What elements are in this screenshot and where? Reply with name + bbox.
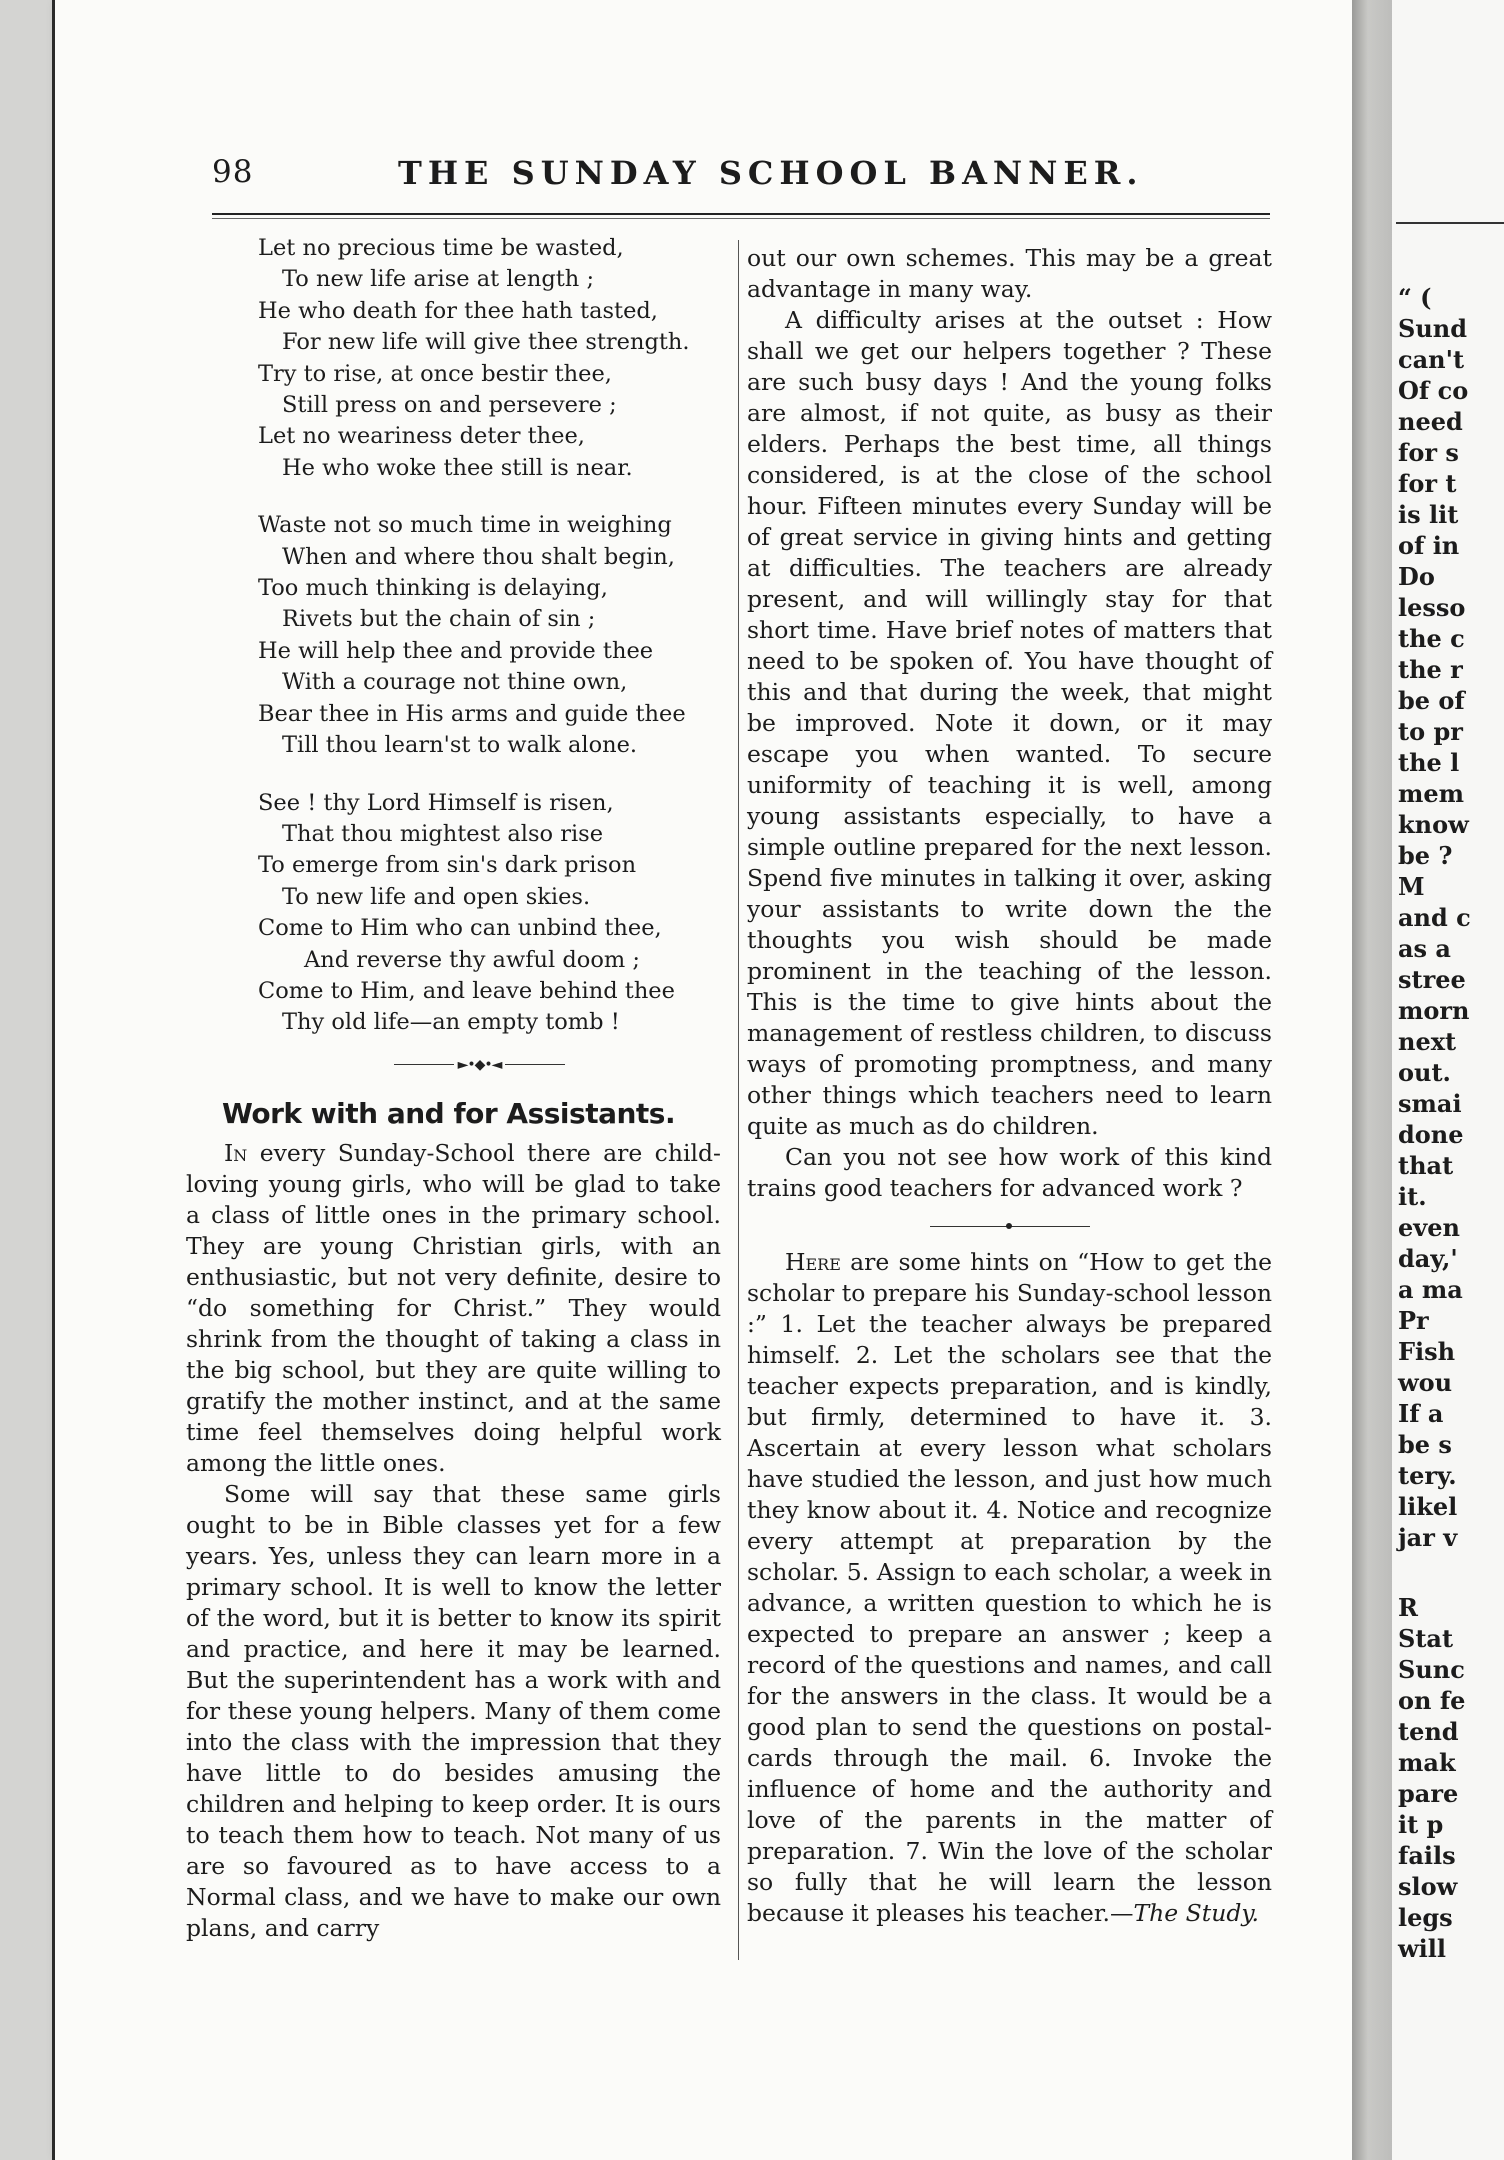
adjacent-line: out. xyxy=(1398,1058,1451,1087)
right-column xyxy=(747,243,1272,1929)
adjacent-line: legs xyxy=(1398,1903,1453,1932)
poem-line: He who woke thee still is near. xyxy=(282,454,633,481)
adjacent-line: Of co xyxy=(1398,376,1469,405)
adjacent-line: Sunc xyxy=(1398,1655,1465,1684)
poem-line: Try to rise, at once bestir thee, xyxy=(258,360,612,387)
adjacent-line: a ma xyxy=(1398,1275,1463,1304)
poem-line: To new life arise at length ; xyxy=(282,266,595,293)
poem-line: To new life and open skies. xyxy=(282,883,591,910)
adjacent-line: Do xyxy=(1398,562,1435,591)
column-divider xyxy=(738,240,739,1960)
adjacent-line: stree xyxy=(1398,965,1466,994)
poem-stanza xyxy=(186,233,721,484)
poem-line: Too much thinking is delaying, xyxy=(258,575,608,602)
poem-line: Let no precious time be wasted, xyxy=(258,235,624,261)
adjacent-line: mak xyxy=(1398,1748,1456,1777)
adjacent-text-upper xyxy=(1392,282,1471,1553)
study-note-paragraph xyxy=(747,1247,1272,1929)
adjacent-line: it p xyxy=(1398,1810,1444,1839)
poem-stanza xyxy=(186,510,721,761)
adjacent-line: likel xyxy=(1398,1492,1458,1521)
adjacent-line: Stat xyxy=(1398,1624,1454,1653)
adjacent-line: on fe xyxy=(1398,1686,1466,1715)
adjacent-line: done xyxy=(1398,1120,1464,1149)
article-title: Work with and for Assistants. xyxy=(222,1096,676,1130)
adjacent-line: need xyxy=(1398,407,1463,436)
poem-line: Till thou learn'st to walk alone. xyxy=(282,732,638,759)
poem-line: Come to Him who can unbind thee, xyxy=(258,915,662,942)
poem-line: Bear thee in His arms and guide thee xyxy=(258,700,686,727)
header-rule xyxy=(212,213,1270,219)
article-paragraph: Can you not see how work of this kind trains good teachers for advanced work ? xyxy=(747,1143,1272,1202)
article-paragraph-continued: out our own schemes. This may be a great advantage in many way. xyxy=(747,244,1272,303)
adjacent-line: as a xyxy=(1398,934,1451,963)
adjacent-line: that xyxy=(1398,1151,1454,1180)
adjacent-line: R xyxy=(1398,1593,1418,1622)
adjacent-line: be s xyxy=(1398,1430,1452,1459)
adjacent-line: wou xyxy=(1398,1368,1453,1397)
adjacent-line: next xyxy=(1398,1027,1457,1056)
poem-line: And reverse thy awful doom ; xyxy=(304,946,640,973)
poem-line: For new life will give thee strength. xyxy=(282,329,690,356)
page-number: 98 xyxy=(212,154,254,190)
poem-line: With a courage not thine own, xyxy=(282,669,628,696)
poem-stanza xyxy=(186,788,721,1039)
adjacent-line: “ ( xyxy=(1398,283,1432,312)
adjacent-line: the c xyxy=(1398,624,1465,653)
adjacent-line: pare xyxy=(1398,1779,1459,1808)
running-title: THE SUNDAY SCHOOL BANNER. xyxy=(398,154,1144,192)
adjacent-text-lower xyxy=(1392,1592,1465,1964)
adjacent-line: the r xyxy=(1398,655,1463,684)
adjacent-line: smai xyxy=(1398,1089,1462,1118)
adjacent-line: If a xyxy=(1398,1399,1444,1428)
adjacent-line: for t xyxy=(1398,469,1457,498)
book-gutter xyxy=(1352,0,1392,2160)
adjacent-line: is lit xyxy=(1398,500,1459,529)
dropcap-word: In xyxy=(224,1138,248,1167)
adjacent-line: will xyxy=(1398,1934,1447,1963)
poem-line: Still press on and persevere ; xyxy=(282,392,617,419)
adjacent-line: be ? xyxy=(1398,841,1453,870)
poem-line: Let no weariness deter thee, xyxy=(258,423,585,450)
poem-line: See ! thy Lord Himself is risen, xyxy=(258,789,614,816)
study-note-text: are some hints on “How to get the scholar to prepare his Sunday-school lesson :” 1. Let the teacher always be prepared himself. 2. Let the scholars see that the teacher expects preparation, and is kindly, but firmly, determined to have it. 3. Ascertain at every lesson what scholars have studied the lesson, and just how much they know about it. 4. Notice and recognize every attempt at preparation by the scholar. 5. Assign to each scholar, a week in advance, a written question to which he is expected to prepare an answer ; keep a record of the questions and names, and call for the answers in the class. It would be a good plan to send the questions on postal-cards through the mail. 6. Invoke the influence of home and the authority and love of the parents in the matter of preparation. 7. Win the love of the scholar so fully that he will learn the lesson because it pleases his teacher.— xyxy=(747,1248,1272,1927)
adjacent-line: fails xyxy=(1398,1841,1456,1870)
adjacent-line: tery. xyxy=(1398,1461,1457,1490)
poem-line: That thou mightest also rise xyxy=(282,820,604,847)
section-divider xyxy=(930,1226,1090,1227)
adjacent-line: morn xyxy=(1398,996,1470,1025)
page-header xyxy=(212,150,1272,200)
poem-line: Thy old life—an empty tomb ! xyxy=(282,1009,620,1036)
adjacent-line: slow xyxy=(1398,1872,1458,1901)
adjacent-line: of in xyxy=(1398,531,1460,560)
adjacent-line: to pr xyxy=(1398,717,1463,746)
adjacent-line: tend xyxy=(1398,1717,1459,1746)
poem-line: He will help thee and provide thee xyxy=(258,637,654,664)
paragraph-text: every Sunday-School there are child-loving young girls, who will be glad to take a class of little ones in the primary school. They are young Christian girls, with an enthusiastic, but not very definite, desire to “do something for Christ.” They would shrink from the thought of taking a class in the big school, but they are quite willing to gratify the mother instinct, and at the same time feel themselves doing helpful work among the little ones. xyxy=(186,1138,721,1477)
adjacent-line: be of xyxy=(1398,686,1465,715)
poem-line: Waste not so much time in weighing xyxy=(258,512,672,539)
poem-line: Rivets but the chain of sin ; xyxy=(282,606,596,633)
section-ornament: ►•◆•◄ xyxy=(238,1057,721,1073)
adjacent-line: even xyxy=(1398,1213,1460,1242)
adjacent-line: can't xyxy=(1398,345,1465,374)
adjacent-line: lesso xyxy=(1398,593,1466,622)
study-note-source: The Study. xyxy=(1133,1899,1260,1927)
left-column xyxy=(186,233,721,1944)
dropcap-word: Here xyxy=(785,1248,841,1276)
article-paragraph: Some will say that these same girls ought to be in Bible classes yet for a few years. Yes, unless they can learn more in a primary school. It is well to know the letter of the word, but it is better to know its spirit and practice, and here it may be learned. But the superintendent has a work with and for these young helpers. Many of them come into the class with the impression that they have little to do besides amusing the children and helping to keep order. It is ours to teach them how to teach. Not many of us are so favoured as to have access to a Normal class, and we have to make our own plans, and carry xyxy=(186,1479,721,1942)
adjacent-line: the l xyxy=(1398,748,1460,777)
adjacent-line: Fish xyxy=(1398,1337,1456,1366)
adjacent-line: for s xyxy=(1398,438,1459,467)
adjacent-page-edge xyxy=(1392,0,1504,2160)
adjacent-line: it. xyxy=(1398,1182,1427,1211)
poem-line: He who death for thee hath tasted, xyxy=(258,297,658,324)
adjacent-line: and c xyxy=(1398,903,1471,932)
adjacent-line: jar v xyxy=(1398,1523,1458,1552)
adjacent-line: M xyxy=(1398,872,1425,901)
adjacent-line: Pr xyxy=(1398,1306,1429,1335)
article-paragraph: A difficulty arises at the outset : How shall we get our helpers together ? These are such busy days ! And the young folks are almost, if not quite, as busy as their elders. Perhaps the best time, all things considered, is at the close of the school hour. Fifteen minutes every Sunday will be of great service in giving hints and getting at difficulties. The teachers are already present, and will willingly stay for that short time. Have brief notes of matters that need to be spoken of. You have thought of this and that during the week, that might be improved. Note it down, or it may escape you when wanted. To secure uniformity of teaching it is well, among young assistants especially, to have a simple outline prepared for the next lesson. Spend five minutes in talking it over, asking your assistants to write down the the thoughts you wish should be made prominent in the teaching of the lesson. This is the time to give hints about the management of restless children, to discuss ways of promoting promptness, and many other things which teachers need to learn quite as much as do children. xyxy=(747,306,1272,1140)
article-paragraph xyxy=(186,1138,721,1479)
adjacent-line: mem xyxy=(1398,779,1465,808)
poem-line: When and where thou shalt begin, xyxy=(282,543,675,570)
adjacent-line: Sund xyxy=(1398,314,1468,343)
poem-line: Come to Him, and leave behind thee xyxy=(258,977,675,1004)
adjacent-line: day,' xyxy=(1398,1244,1458,1273)
poem-line: To emerge from sin's dark prison xyxy=(258,852,637,879)
adjacent-line: know xyxy=(1398,810,1469,839)
adjacent-header-rule xyxy=(1396,222,1504,224)
